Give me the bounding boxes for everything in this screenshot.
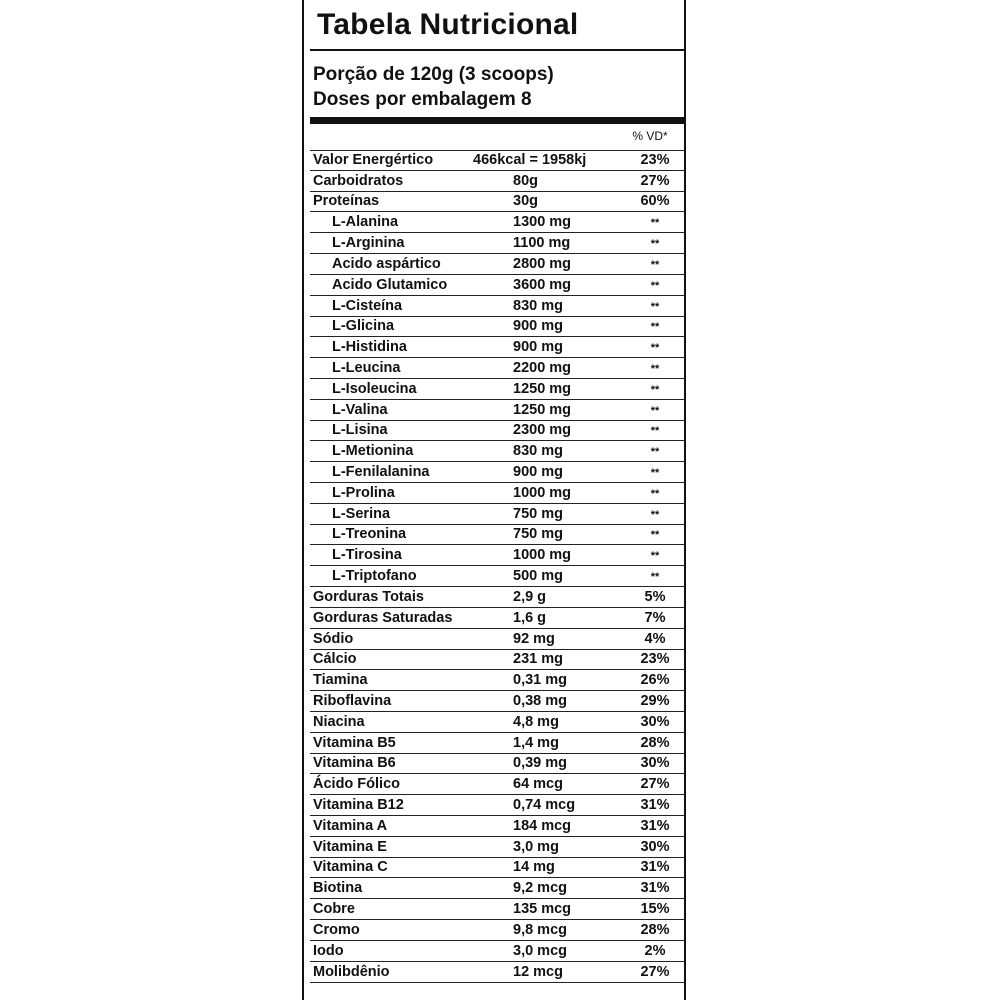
nutrient-amount: 1000 mg xyxy=(513,484,572,501)
nutrient-amount: 92 mg xyxy=(513,630,555,647)
nutrient-vd: 31% xyxy=(640,817,670,834)
nutrient-vd: ** xyxy=(650,487,660,500)
nutrient-vd: ** xyxy=(650,238,660,251)
table-row xyxy=(310,462,684,483)
nutrient-amount: 1100 mg xyxy=(513,235,571,252)
table-row xyxy=(310,483,684,504)
nutrient-name: L-Leucina xyxy=(332,359,401,376)
table-row xyxy=(310,608,684,629)
nutrient-amount: 500 mg xyxy=(513,568,563,585)
nutrient-name: L-Isoleucina xyxy=(332,380,417,397)
nutrient-vd: ** xyxy=(650,529,660,542)
nutrient-vd: ** xyxy=(650,342,660,355)
table-row xyxy=(310,837,684,858)
nutrient-amount: 12 mcg xyxy=(513,963,563,980)
nutrient-name: L-Valina xyxy=(332,401,388,418)
table-row xyxy=(310,774,684,795)
nutrient-vd: 30% xyxy=(640,755,670,772)
nutrient-name: Valor Energértico xyxy=(313,151,434,168)
table-row xyxy=(310,899,684,920)
serving-divider xyxy=(310,117,684,124)
table-row xyxy=(310,192,684,213)
serving-info xyxy=(313,62,554,112)
nutrient-vd: 28% xyxy=(640,734,670,751)
nutrient-name: Molibdênio xyxy=(313,963,390,980)
nutrient-name: L-Tirosina xyxy=(332,547,402,564)
table-row xyxy=(310,733,684,754)
nutrient-amount: 80g xyxy=(513,172,538,189)
nutrient-vd: 23% xyxy=(640,651,670,668)
nutrient-vd: ** xyxy=(650,321,660,334)
table-row xyxy=(310,171,684,192)
nutrient-amount: 3,0 mcg xyxy=(513,942,567,959)
nutrient-vd: 15% xyxy=(640,901,670,918)
nutrient-vd: ** xyxy=(650,571,660,584)
table-row xyxy=(310,795,684,816)
nutrient-amount: 2800 mg xyxy=(513,255,572,272)
nutrient-vd: ** xyxy=(650,217,660,230)
table-row xyxy=(310,379,684,400)
table-row xyxy=(310,858,684,879)
nutrient-amount: 9,8 mcg xyxy=(513,921,567,938)
table-row xyxy=(310,566,684,587)
nutrient-name: Vitamina C xyxy=(313,859,388,876)
nutrient-name: Biotina xyxy=(313,880,363,897)
nutrient-amount: 135 mcg xyxy=(513,901,572,918)
nutrient-amount: 1,4 mg xyxy=(513,734,559,751)
nutrient-name: Gorduras Totais xyxy=(313,588,424,605)
table-title: Tabela Nutricional xyxy=(317,8,579,41)
nutrient-vd: ** xyxy=(650,383,660,396)
nutrient-amount: 2300 mg xyxy=(513,422,572,439)
nutrient-name: L-Histidina xyxy=(332,339,407,356)
nutrient-amount: 1300 mg xyxy=(513,214,572,231)
title-divider xyxy=(310,49,684,51)
nutrient-vd: 5% xyxy=(644,588,666,605)
serving-portion: Porção de 120g (3 scoops) xyxy=(313,64,554,85)
table-row xyxy=(310,525,684,546)
nutrient-vd: 7% xyxy=(644,609,666,626)
nutrient-name: L-Cisteína xyxy=(332,297,403,314)
nutrient-amount: 1,6 g xyxy=(513,609,547,626)
nutrient-name: Vitamina B12 xyxy=(313,797,404,813)
nutrient-amount: 14 mg xyxy=(513,859,555,876)
nutrient-amount: 64 mcg xyxy=(513,776,563,793)
nutrient-amount: 900 mg xyxy=(513,464,563,480)
nutrient-vd: 26% xyxy=(640,672,670,689)
nutrient-amount: 30g xyxy=(513,193,538,210)
nutrient-vd: 28% xyxy=(640,921,670,938)
serving-doses: Doses por embalagem 8 xyxy=(313,89,532,110)
table-row xyxy=(310,754,684,775)
table-row xyxy=(310,254,684,275)
nutrient-amount: 750 mg xyxy=(513,526,563,543)
table-row xyxy=(310,670,684,691)
table-row xyxy=(310,400,684,421)
nutrient-vd: 31% xyxy=(640,880,670,897)
nutrient-name: Acido Glutamico xyxy=(332,276,448,293)
nutrient-name: Sódio xyxy=(313,630,354,647)
nutrient-name: Carboidratos xyxy=(313,172,404,189)
nutrient-amount: 750 mg xyxy=(513,505,563,522)
nutrient-vd: 31% xyxy=(640,797,670,813)
nutrient-name: Vitamina B6 xyxy=(313,755,396,772)
nutrient-name: Ácido Fólico xyxy=(313,776,400,793)
nutrient-vd: 30% xyxy=(640,713,670,730)
nutrient-vd: ** xyxy=(650,258,660,271)
nutrient-amount: 0,74 mcg xyxy=(513,797,576,813)
nutrient-name: Niacina xyxy=(313,713,365,730)
table-row xyxy=(310,629,684,650)
nutrient-amount: 2200 mg xyxy=(513,359,572,376)
nutrient-rows xyxy=(310,150,684,983)
nutrient-vd: 60% xyxy=(640,193,670,210)
table-row xyxy=(310,233,684,254)
table-row xyxy=(310,545,684,566)
nutrient-vd: ** xyxy=(650,279,660,292)
table-row xyxy=(310,712,684,733)
nutrient-name: Gorduras Saturadas xyxy=(313,609,453,626)
nutrient-vd: 27% xyxy=(640,963,670,980)
nutrient-name: L-Fenilalanina xyxy=(332,464,430,480)
vd-column-header: % VD* xyxy=(632,129,668,143)
nutrient-vd: ** xyxy=(650,404,660,417)
table-row xyxy=(310,816,684,837)
nutrient-name: Proteínas xyxy=(313,193,380,210)
table-row xyxy=(310,358,684,379)
nutrient-amount: 231 mg xyxy=(513,651,563,668)
nutrient-name: Cobre xyxy=(313,901,355,918)
nutrient-amount: 3600 mg xyxy=(513,276,572,293)
nutrient-amount: 900 mg xyxy=(513,318,563,335)
nutrient-amount: 830 mg xyxy=(513,297,563,314)
nutrient-name: Acido aspártico xyxy=(332,255,441,272)
nutrient-vd: 4% xyxy=(644,630,666,647)
table-row xyxy=(310,337,684,358)
nutrient-name: L-Triptofano xyxy=(332,568,417,585)
table-row xyxy=(310,441,684,462)
nutrient-name: L-Arginina xyxy=(332,235,405,252)
nutrient-name: L-Alanina xyxy=(332,214,399,231)
table-row xyxy=(310,650,684,671)
table-row xyxy=(310,587,684,608)
nutrient-vd: ** xyxy=(650,362,660,375)
nutrient-name: L-Lisina xyxy=(332,422,388,439)
table-row xyxy=(310,941,684,962)
nutrient-vd: 29% xyxy=(640,692,670,709)
table-row xyxy=(310,275,684,296)
nutrient-amount: 2,9 g xyxy=(513,588,547,605)
nutrient-amount: 0,39 mg xyxy=(513,755,567,772)
nutrient-vd: ** xyxy=(650,550,660,563)
table-row xyxy=(310,691,684,712)
nutrient-vd: ** xyxy=(650,508,660,521)
table-row xyxy=(310,962,684,983)
table-row xyxy=(310,296,684,317)
nutrient-amount: 1250 mg xyxy=(513,380,572,397)
nutrient-name: Vitamina B5 xyxy=(313,734,396,751)
nutrient-vd: ** xyxy=(650,300,660,313)
nutrient-amount: 830 mg xyxy=(513,443,563,460)
nutrient-vd: 30% xyxy=(640,838,670,855)
nutrient-name: L-Metionina xyxy=(332,443,414,460)
nutrient-name: L-Treonina xyxy=(332,526,407,543)
table-row xyxy=(310,212,684,233)
nutrient-name: Vitamina A xyxy=(313,817,388,834)
nutrient-amount: 466kcal = 1958kj xyxy=(473,151,587,168)
nutrient-vd: ** xyxy=(650,467,660,479)
nutrition-table xyxy=(302,0,686,1000)
nutrient-amount: 3,0 mg xyxy=(513,838,559,855)
nutrient-name: L-Serina xyxy=(332,505,391,522)
nutrient-amount: 1250 mg xyxy=(513,401,572,418)
nutrient-name: Cromo xyxy=(313,921,360,938)
nutrient-name: L-Glicina xyxy=(332,318,395,335)
nutrient-amount: 900 mg xyxy=(513,339,563,356)
nutrient-name: Cálcio xyxy=(313,651,357,668)
nutrient-amount: 0,38 mg xyxy=(513,692,567,709)
nutrient-vd: ** xyxy=(650,425,660,438)
nutrient-name: Iodo xyxy=(313,942,344,959)
nutrient-amount: 184 mcg xyxy=(513,817,572,834)
table-row xyxy=(310,920,684,941)
nutrient-name: L-Prolina xyxy=(332,484,395,501)
nutrient-amount: 9,2 mcg xyxy=(513,880,567,897)
nutrient-vd: 31% xyxy=(640,859,670,876)
nutrient-name: Riboflavina xyxy=(313,692,392,709)
nutrient-vd: 27% xyxy=(640,776,670,793)
nutrient-vd: 27% xyxy=(640,172,670,189)
nutrient-amount: 0,31 mg xyxy=(513,672,567,689)
nutrient-vd: ** xyxy=(650,446,660,459)
nutrient-amount: 4,8 mg xyxy=(513,713,559,730)
nutrient-vd: 23% xyxy=(640,151,670,168)
nutrient-name: Vitamina E xyxy=(313,838,387,855)
table-row xyxy=(310,504,684,525)
table-row xyxy=(310,421,684,442)
nutrient-amount: 1000 mg xyxy=(513,547,572,564)
nutrient-vd: 2% xyxy=(644,942,666,959)
table-row xyxy=(310,317,684,338)
nutrient-name: Tiamina xyxy=(313,672,368,689)
table-row xyxy=(310,150,684,171)
table-row xyxy=(310,878,684,899)
